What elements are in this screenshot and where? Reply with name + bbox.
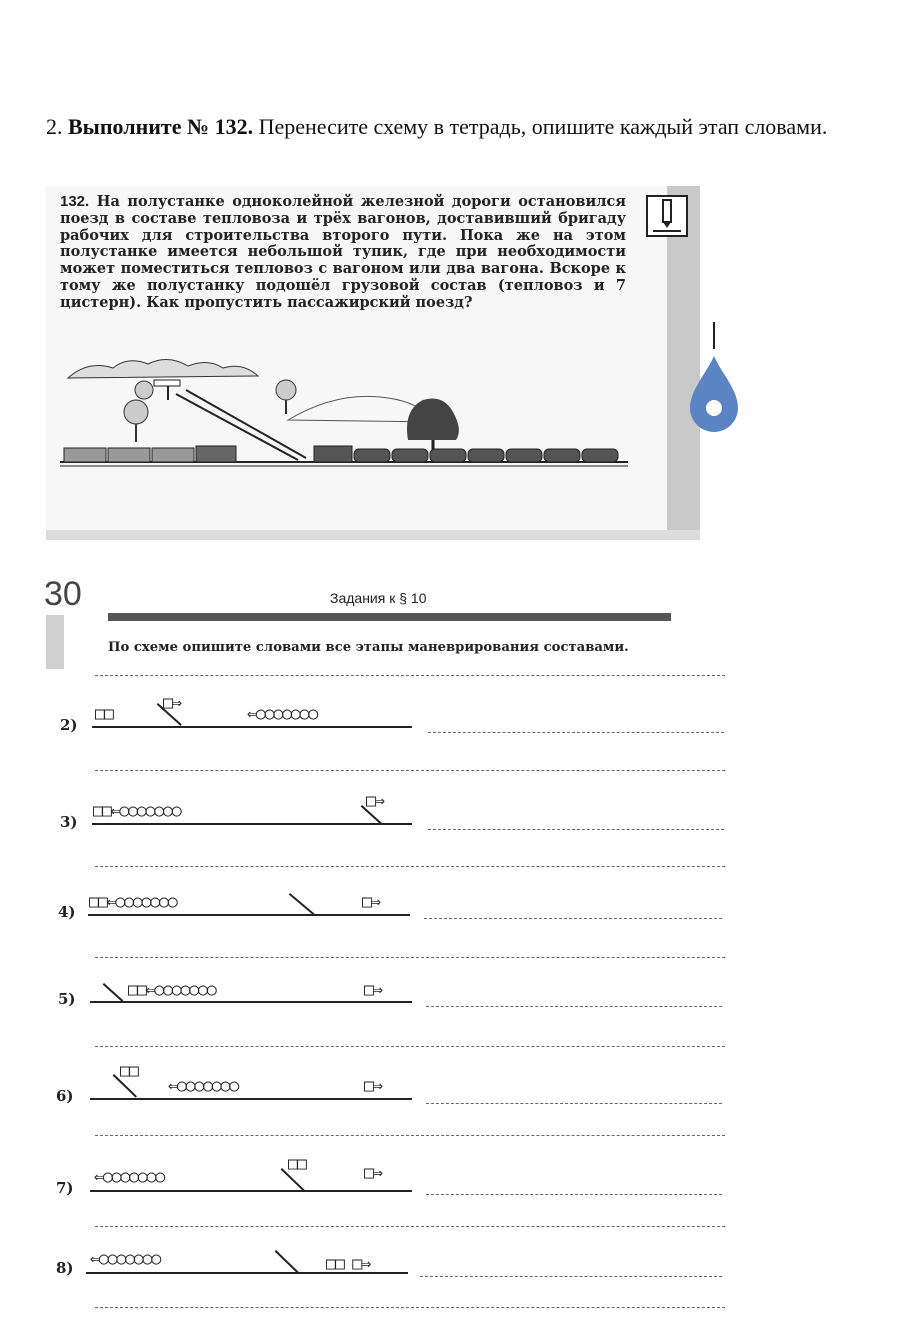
answer-line[interactable] <box>95 1307 725 1308</box>
header-bar <box>108 613 671 621</box>
problem-text <box>60 194 626 312</box>
step-label-3: 3) <box>60 813 78 831</box>
train-6-a: □□ <box>120 1061 138 1081</box>
train-5-a: □□⇐○○○○○○○ <box>128 980 216 1000</box>
text-cursor-marker <box>713 322 715 349</box>
page-number: 30 <box>44 575 82 613</box>
drafting-tool-icon <box>645 194 689 238</box>
step-label-6: 6) <box>56 1087 74 1105</box>
problem-body: На полустанке одноколейной железной дороги остановился поезд в составе тепловоза и трёх вагонов, доставивший бригаду рабочих для строительства второго пути. Пока же на этом полустанке имеется небольшой тупик, где при необходимости может поместиться тепловоз с вагоном или два вагона. Вскоре к тому же полустанку подошёл грузовой состав (тепловоз и 7 цистерн). Как пропустить пассажирский поезд? <box>60 193 626 311</box>
answer-line[interactable] <box>95 1046 725 1047</box>
track-6 <box>90 1098 412 1100</box>
answer-line[interactable] <box>95 675 725 676</box>
switch-8 <box>275 1250 299 1273</box>
problem-number: 132. <box>60 193 90 210</box>
track-4 <box>88 914 410 916</box>
step-label-8: 8) <box>56 1259 74 1277</box>
train-7-b: □□ <box>288 1154 306 1174</box>
step-label-2: 2) <box>60 716 78 734</box>
train-7-a: ⇐○○○○○○○ <box>94 1167 164 1187</box>
answer-line[interactable] <box>95 1135 725 1136</box>
answer-line[interactable] <box>424 918 722 919</box>
answer-line[interactable] <box>95 770 725 771</box>
step-label-7: 7) <box>56 1179 74 1197</box>
track-5 <box>90 1001 412 1003</box>
train-3-b: □⇒ <box>366 791 384 811</box>
textbook-bottom-strip <box>46 530 700 540</box>
train-3-a: □□⇐○○○○○○○ <box>93 801 181 821</box>
train-6-c: □⇒ <box>364 1076 382 1096</box>
switch-5 <box>103 983 123 1002</box>
train-2-b: □⇒ <box>163 693 181 713</box>
answer-line[interactable] <box>426 1194 722 1195</box>
train-8-b: □□ □⇒ <box>326 1254 370 1274</box>
task-number: 2. <box>46 114 63 139</box>
answer-line[interactable] <box>428 829 724 830</box>
task-description: Перенесите схему в тетрадь, опишите каждый этап словами. <box>258 114 828 139</box>
page-side-strip <box>46 615 64 669</box>
answer-line[interactable] <box>95 1226 725 1227</box>
track-3 <box>92 823 412 825</box>
train-8-a: ⇐○○○○○○○ <box>90 1249 160 1269</box>
answer-line[interactable] <box>95 866 725 867</box>
train-6-b: ⇐○○○○○○○ <box>168 1076 238 1096</box>
task-title: Выполните № 132. <box>68 114 254 139</box>
answer-line[interactable] <box>426 1103 722 1104</box>
answer-line[interactable] <box>428 732 724 733</box>
answer-line[interactable] <box>420 1276 722 1277</box>
track-7 <box>90 1190 412 1192</box>
train-4-b: □⇒ <box>362 892 380 912</box>
station-illustration <box>58 350 630 470</box>
switch-4 <box>289 893 314 915</box>
answer-line[interactable] <box>95 957 725 958</box>
step-label-5: 5) <box>58 990 76 1008</box>
instruction-text: По схеме опишите словами все этапы маневрирования составами. <box>108 640 629 655</box>
step-label-4: 4) <box>58 903 76 921</box>
answer-line[interactable] <box>426 1006 722 1007</box>
train-4-a: □□⇐○○○○○○○ <box>89 892 177 912</box>
task-heading <box>46 112 886 142</box>
track-2 <box>92 726 412 728</box>
drop-marker-icon[interactable] <box>688 354 740 436</box>
train-7-c: □⇒ <box>364 1163 382 1183</box>
train-2-a: □□ <box>95 704 113 724</box>
train-5-b: □⇒ <box>364 980 382 1000</box>
train-2-c: ⇐○○○○○○○ <box>247 704 317 724</box>
section-title: Задания к § 10 <box>330 590 427 606</box>
